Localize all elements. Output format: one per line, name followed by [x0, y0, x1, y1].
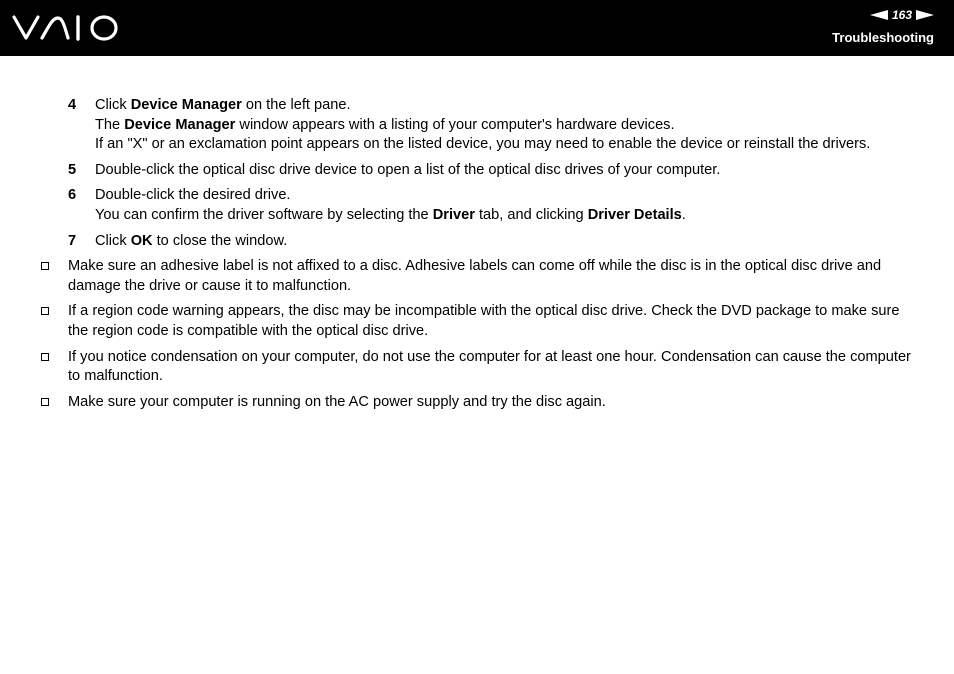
bullet-item — [0, 302, 954, 341]
step-line — [95, 232, 914, 252]
vaio-logo — [12, 14, 122, 47]
page-header — [0, 0, 954, 56]
numbered-steps — [0, 96, 954, 251]
next-page-arrow-icon[interactable] — [916, 9, 934, 21]
bold-term: Device Manager — [130, 97, 242, 113]
step-item — [0, 186, 954, 225]
step-text: on the left pane. — [241, 97, 351, 113]
bullet-item — [0, 257, 954, 296]
step-line — [95, 135, 914, 155]
step-text: You can confirm the driver software by selecting the — [95, 206, 433, 223]
step-text: tab, and clicking — [474, 206, 588, 223]
bullet-text: Make sure an adhesive label is not affixed to a disc. Adhesive labels can come off while the disc is in the optical disc drive and damage the drive or cause it to malfunction. — [68, 258, 882, 294]
step-line — [95, 116, 914, 136]
step-line — [95, 96, 914, 116]
step-text: If an "X" or an exclamation point appears on the listed device, you may need to enable the device or reinstall the drivers. — [95, 136, 871, 153]
step-number: 6 — [68, 187, 77, 204]
bullet-item — [0, 393, 954, 413]
bullet-text: If you notice condensation on your computer, do not use the computer for at least one hour. Condensation can cause the computer to malfunction. — [68, 348, 911, 385]
step-line — [95, 161, 914, 181]
bullet-list — [0, 257, 954, 412]
step-number: 5 — [68, 161, 77, 178]
checkbox-bullet-icon — [41, 398, 49, 406]
step-text: Double-click the desired drive. — [95, 187, 291, 204]
step-text: to close the window. — [152, 232, 288, 249]
page-number: 163 — [891, 8, 912, 22]
bold-term: OK — [130, 232, 153, 249]
bold-term: Device Manager — [124, 116, 236, 133]
vaio-logo-icon — [12, 14, 122, 42]
step-line — [95, 206, 914, 226]
page-content — [0, 96, 954, 418]
step-text: window appears with a listing of your computer's hardware devices. — [235, 116, 675, 133]
checkbox-bullet-icon — [41, 353, 49, 361]
step-line — [95, 186, 914, 206]
bullet-text: If a region code warning appears, the disc may be incompatible with the optical disc drive. Check the DVD package to make sure the region code is compatible with the optical disc drive. — [68, 303, 900, 339]
step-number: 4 — [68, 97, 77, 113]
step-number: 7 — [68, 232, 77, 249]
step-text: Click — [95, 97, 131, 113]
step-text: Click — [95, 232, 131, 249]
checkbox-bullet-icon — [41, 262, 49, 270]
step-item — [0, 96, 954, 155]
step-item — [0, 161, 954, 181]
bold-term: Driver Details — [587, 206, 682, 223]
bullet-text: Make sure your computer is running on the AC power supply and try the disc again. — [68, 393, 606, 410]
checkbox-bullet-icon — [41, 307, 49, 315]
bullet-item — [0, 348, 954, 387]
previous-page-arrow-icon[interactable] — [870, 9, 888, 21]
step-text: . — [681, 206, 686, 223]
section-title: Troubleshooting — [832, 30, 934, 45]
bold-term: Driver — [432, 206, 475, 223]
step-text: Double-click the optical disc drive device to open a list of the optical disc drives of your computer. — [95, 161, 721, 178]
step-item — [0, 232, 954, 252]
page-navigation — [870, 7, 934, 23]
step-text: The — [95, 116, 125, 133]
